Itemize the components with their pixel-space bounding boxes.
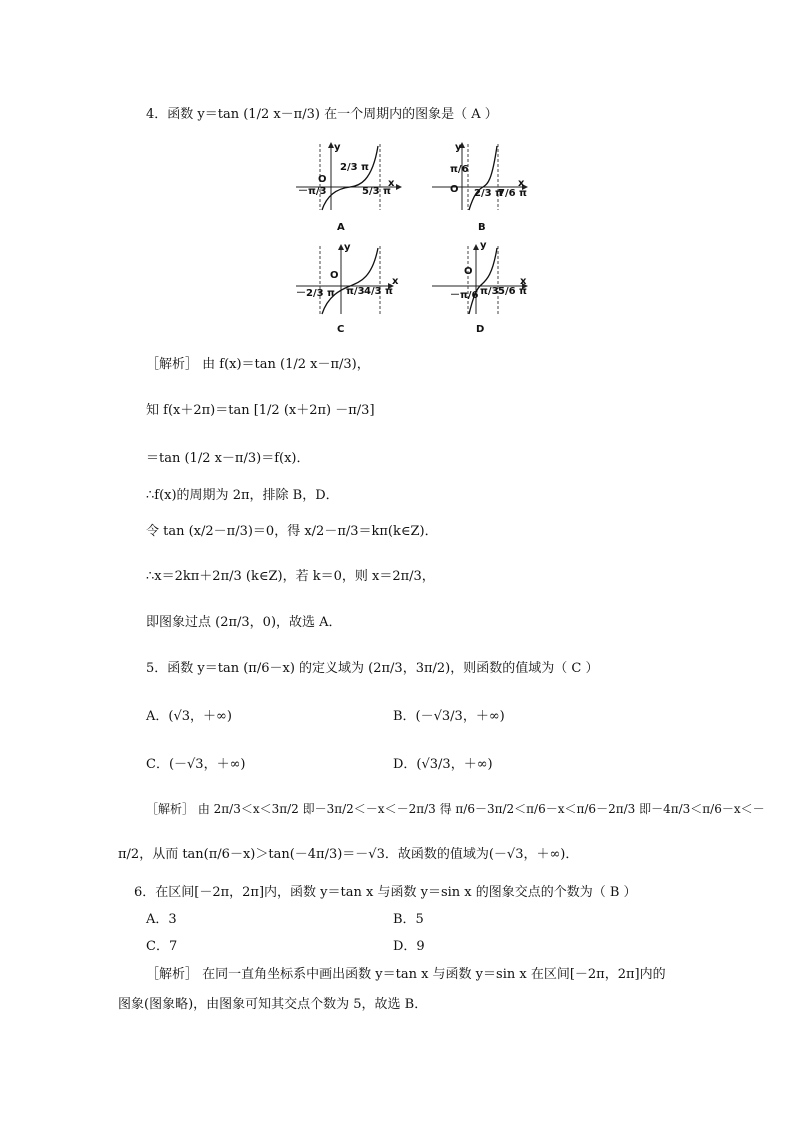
graph-d-x-axis-label: x <box>520 276 527 287</box>
graph-b <box>432 142 532 233</box>
graph-c-tick-3: 4/3 π <box>364 286 393 297</box>
graph-c-origin: O <box>330 270 339 281</box>
q4-solution-line-5: 令 tan (x/2－π/3)＝0，得 x/2－π/3＝kπ(k∈Z)． <box>146 524 438 539</box>
q4-solution-line-2: 知 f(x＋2π)＝tan [1/2 (x＋2π) －π/3] <box>146 403 375 418</box>
graph-b-origin: O <box>450 184 459 195</box>
q5-option-b: B．(－√3/3，＋∞) <box>393 709 505 724</box>
q4-question: 4．函数 y＝tan (1/2 x－π/3) 在一个周期内的图象是（ A ） <box>146 107 498 122</box>
graph-b-y-axis-label: y <box>455 142 462 153</box>
graph-a <box>296 142 406 233</box>
graph-d-tick-3: 5/6 π <box>498 286 527 297</box>
q4-solution-line-3: ＝tan (1/2 x－π/3)＝f(x)． <box>146 451 310 466</box>
q4-solution-line-1: ［解析］ 由 f(x)＝tan (1/2 x－π/3)， <box>146 357 370 372</box>
q5-solution-line-2: π/2，从而 tan(π/6－x)＞tan(－4π/3)＝－√3．故函数的值域为(－√3，＋∞)． <box>118 847 579 862</box>
graph-a-x-axis-label: x <box>388 178 395 189</box>
graph-d <box>432 240 532 335</box>
q5-solution-line-1: ［解析］ 由 2π/3＜x＜3π/2 即－3π/2＜－x＜－2π/3 得 π/6－3π/2＜π/6－x＜π/6－2π/3 即－4π/3＜π/6－x＜－ <box>146 802 765 816</box>
graph-d-tick-1: －π/6 <box>450 290 479 301</box>
q6-solution-line-2: 图象(图象略)，由图象可知其交点个数为 5，故选 B． <box>118 997 428 1012</box>
graph-a-tick-2: 2/3 π <box>340 162 369 173</box>
graph-a-tick-3: 5/3 π <box>362 186 391 197</box>
q4-solution-line-4: ∴f(x)的周期为 2π，排除 B，D． <box>146 488 339 503</box>
graph-b-tick-3: 7/6 π <box>498 188 527 199</box>
q5-option-d: D．(√3/3，＋∞) <box>393 757 493 772</box>
q4-solution-line-6: ∴x＝2kπ＋2π/3 (k∈Z)，若 k＝0，则 x＝2π/3， <box>146 569 435 584</box>
q6-option-d: D．9 <box>393 939 425 954</box>
graph-c-label: C <box>337 324 345 335</box>
q6-option-c: C．7 <box>146 939 178 954</box>
graph-c-tick-2: π/3 <box>346 286 365 297</box>
q5-option-c: C．(－√3，＋∞) <box>146 757 246 772</box>
q5-option-a: A．(√3，＋∞) <box>146 709 232 724</box>
q6-option-a: A．3 <box>146 912 177 927</box>
q6-option-b: B．5 <box>393 912 424 927</box>
graph-c-tick-1: －2/3 π <box>296 288 335 299</box>
graph-a-origin: O <box>318 174 327 185</box>
graph-c-y-axis-label: y <box>344 242 351 253</box>
graph-b-plot <box>432 142 532 212</box>
q6-solution-line-1: ［解析］ 在同一直角坐标系中画出函数 y＝tan x 与函数 y＝sin x 在区间[－2π，2π]内的 <box>146 967 666 982</box>
graph-d-label: D <box>476 324 485 335</box>
graph-c-x-axis-label: x <box>392 276 399 287</box>
graph-a-plot <box>296 142 406 212</box>
q6-question: 6．在区间[－2π，2π]内，函数 y＝tan x 与函数 y＝sin x 的图象交点的个数为（ B ） <box>134 885 637 900</box>
graph-b-tick-1: π/6 <box>450 164 469 175</box>
graph-d-plot <box>432 244 532 316</box>
graph-d-origin: O <box>464 266 473 277</box>
graph-a-y-axis-label: y <box>334 142 341 153</box>
graph-b-tick-2: 2/3 π <box>474 188 503 199</box>
graph-d-tick-2: π/3 <box>480 286 499 297</box>
graph-b-x-axis-label: x <box>518 178 525 189</box>
graph-a-label: A <box>337 222 345 233</box>
graph-c <box>296 242 406 335</box>
graph-d-y-axis-label: y <box>480 240 487 251</box>
q5-question: 5．函数 y＝tan (π/6－x) 的定义域为 (2π/3，3π/2)，则函数的值域为（ C ） <box>146 661 599 676</box>
graph-a-tick-1: －π/3 <box>298 186 327 197</box>
graph-c-plot <box>296 244 406 316</box>
graph-b-label: B <box>478 222 486 233</box>
q4-solution-line-7: 即图象过点 (2π/3，0)，故选 A． <box>146 615 342 630</box>
